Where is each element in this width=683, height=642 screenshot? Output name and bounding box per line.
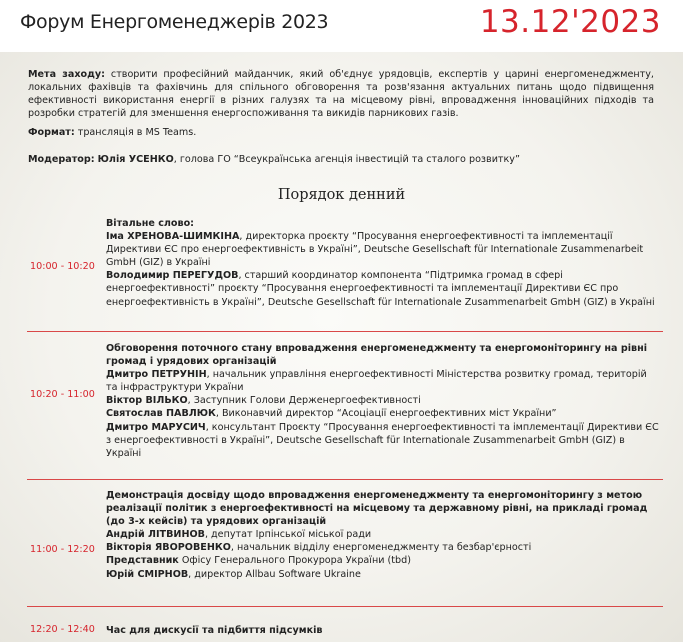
speaker-name: Юрій СМІРНОВ bbox=[106, 568, 189, 580]
goal-paragraph bbox=[28, 68, 654, 120]
speaker bbox=[106, 394, 660, 407]
agenda-topic: Вітальне слово: bbox=[106, 218, 195, 229]
agenda-time: 12:20 - 12:40 bbox=[30, 624, 95, 635]
agenda-content bbox=[106, 489, 660, 581]
agenda-row bbox=[27, 624, 663, 640]
moderator-name: Юлія УСЕНКО bbox=[97, 154, 174, 165]
format-label: Формат: bbox=[28, 127, 75, 138]
speaker bbox=[106, 528, 660, 541]
speaker-name: Володимир ПЕРЕГУДОВ bbox=[106, 270, 239, 282]
speaker-name: Андрій ЛІТВИНОВ bbox=[106, 529, 205, 541]
speaker-role: , начальник управління енергоефективності Міністерства розвитку громад, територій та інфраструктури України bbox=[106, 369, 647, 394]
row-divider bbox=[27, 606, 663, 607]
speaker-name: Віктор ВІЛЬКО bbox=[106, 395, 188, 407]
goal-text: створити професійний майданчик, який об'єднує урядовців, експертів у царині енергоменеджменту, локальних фахівців та фахівчинь для спільного обговорення та розв'язання актуальних питань щодо підвищення ефективності використання енергії в різних галузях та на місцевому рівні, впровадження інноваційних підходів та розробки стратегій для зменшення енергоспоживання та викидів парникових газів. bbox=[28, 69, 654, 119]
speaker bbox=[106, 368, 660, 394]
speaker-name: Дмитро ПЕТРУНІН bbox=[106, 369, 207, 381]
moderator-text: , голова ГО “Всеукраїнська агенція інвестицій та сталого розвитку” bbox=[173, 154, 520, 165]
agenda-content bbox=[106, 624, 660, 637]
header bbox=[0, 0, 683, 52]
agenda-topic: Час для дискусії та підбиття підсумків bbox=[106, 625, 323, 636]
speaker-role: Офісу Генерального Прокурора України (tbd) bbox=[178, 555, 411, 567]
agenda-row bbox=[27, 217, 663, 323]
speaker-role: , депутат Ірпінської міської ради bbox=[204, 529, 372, 541]
row-divider bbox=[27, 331, 663, 332]
speaker-role: , директор Allbau Software Ukraine bbox=[188, 568, 361, 580]
document-sheet bbox=[0, 52, 683, 642]
speaker-role: , директорка проєкту “Просування енергоефективності та імплементації Директиви ЄС про енергоефективність в Україні”, Deutsche Gesellschaft für Internationale Zusammenarbeit GmbH (GIZ) в Україні bbox=[106, 231, 644, 269]
speaker bbox=[106, 407, 660, 420]
speaker bbox=[106, 421, 660, 460]
agenda-row bbox=[27, 342, 663, 472]
agenda-row bbox=[27, 489, 663, 601]
moderator-line bbox=[28, 154, 520, 165]
speaker-role: , старший координатор компонента “Підтримка громад в сфері енергоефективності” проєкту “Просування енергоефективності та імплементації Директиви ЄС про енергоефективність в Україні”, Deutsche Gesellschaft für Internationale Zusammenarbeit GmbH (GIZ) в Україні bbox=[106, 270, 655, 308]
speaker bbox=[106, 568, 660, 581]
speaker-role: , начальник відділу енергоменеджменту та безбар'єрності bbox=[230, 542, 532, 554]
speaker-name: Святослав ПАВЛЮК bbox=[106, 408, 216, 420]
agenda-time: 10:20 - 11:00 bbox=[30, 389, 95, 400]
speaker-name: Іма ХРЕНОВА-ШИМКІНА bbox=[106, 231, 240, 243]
speaker-name: Дмитро МАРУСИЧ bbox=[106, 421, 206, 433]
agenda-title: Порядок денний bbox=[277, 187, 406, 203]
format-line bbox=[28, 127, 196, 138]
agenda-time: 11:00 - 12:20 bbox=[30, 544, 95, 555]
speaker-name: Представник bbox=[106, 555, 179, 567]
format-text: трансляція в MS Teams. bbox=[77, 127, 197, 138]
speaker-role: , Виконавчий директор “Асоціації енергоефективних міст України” bbox=[215, 408, 557, 420]
agenda-time: 10:00 - 10:20 bbox=[30, 261, 95, 272]
agenda-content bbox=[106, 217, 660, 309]
agenda-topic: Демонстрація досвіду щодо впровадження енергоменеджменту та енергомоніторингу з метою реалізації політик з енергоефективності на місцевому та державному рівні, на прикладі громад (до 3-х кейсів) та урядових організацій bbox=[106, 490, 648, 528]
agenda-content bbox=[106, 342, 660, 460]
speaker-name: Вікторія ЯВОРОВЕНКО bbox=[106, 542, 231, 554]
event-date: 13.12'2023 bbox=[479, 4, 661, 40]
moderator-label: Модератор: bbox=[28, 154, 95, 165]
speaker bbox=[106, 541, 660, 554]
speaker bbox=[106, 269, 660, 308]
agenda-topic: Обговорення поточного стану впровадження енергоменеджменту та енергомоніторингу на рівні громад і урядових організацій bbox=[106, 343, 647, 368]
page-title: Форум Енергоменеджерів 2023 bbox=[20, 11, 329, 33]
speaker-role: , консультант Проєкту “Просування енергоефективності та імплементації Директиви ЄС з енергоефективності в Україні”, Deutsche Gesellschaft für Internationale Zusammenarbeit GmbH (GIZ) в Україні bbox=[106, 421, 659, 459]
row-divider bbox=[27, 479, 663, 480]
goal-label: Мета заходу: bbox=[28, 69, 105, 80]
speaker bbox=[106, 230, 660, 269]
speaker-role: , Заступник Голови Держенергоефективності bbox=[187, 395, 421, 407]
speaker bbox=[106, 554, 660, 567]
